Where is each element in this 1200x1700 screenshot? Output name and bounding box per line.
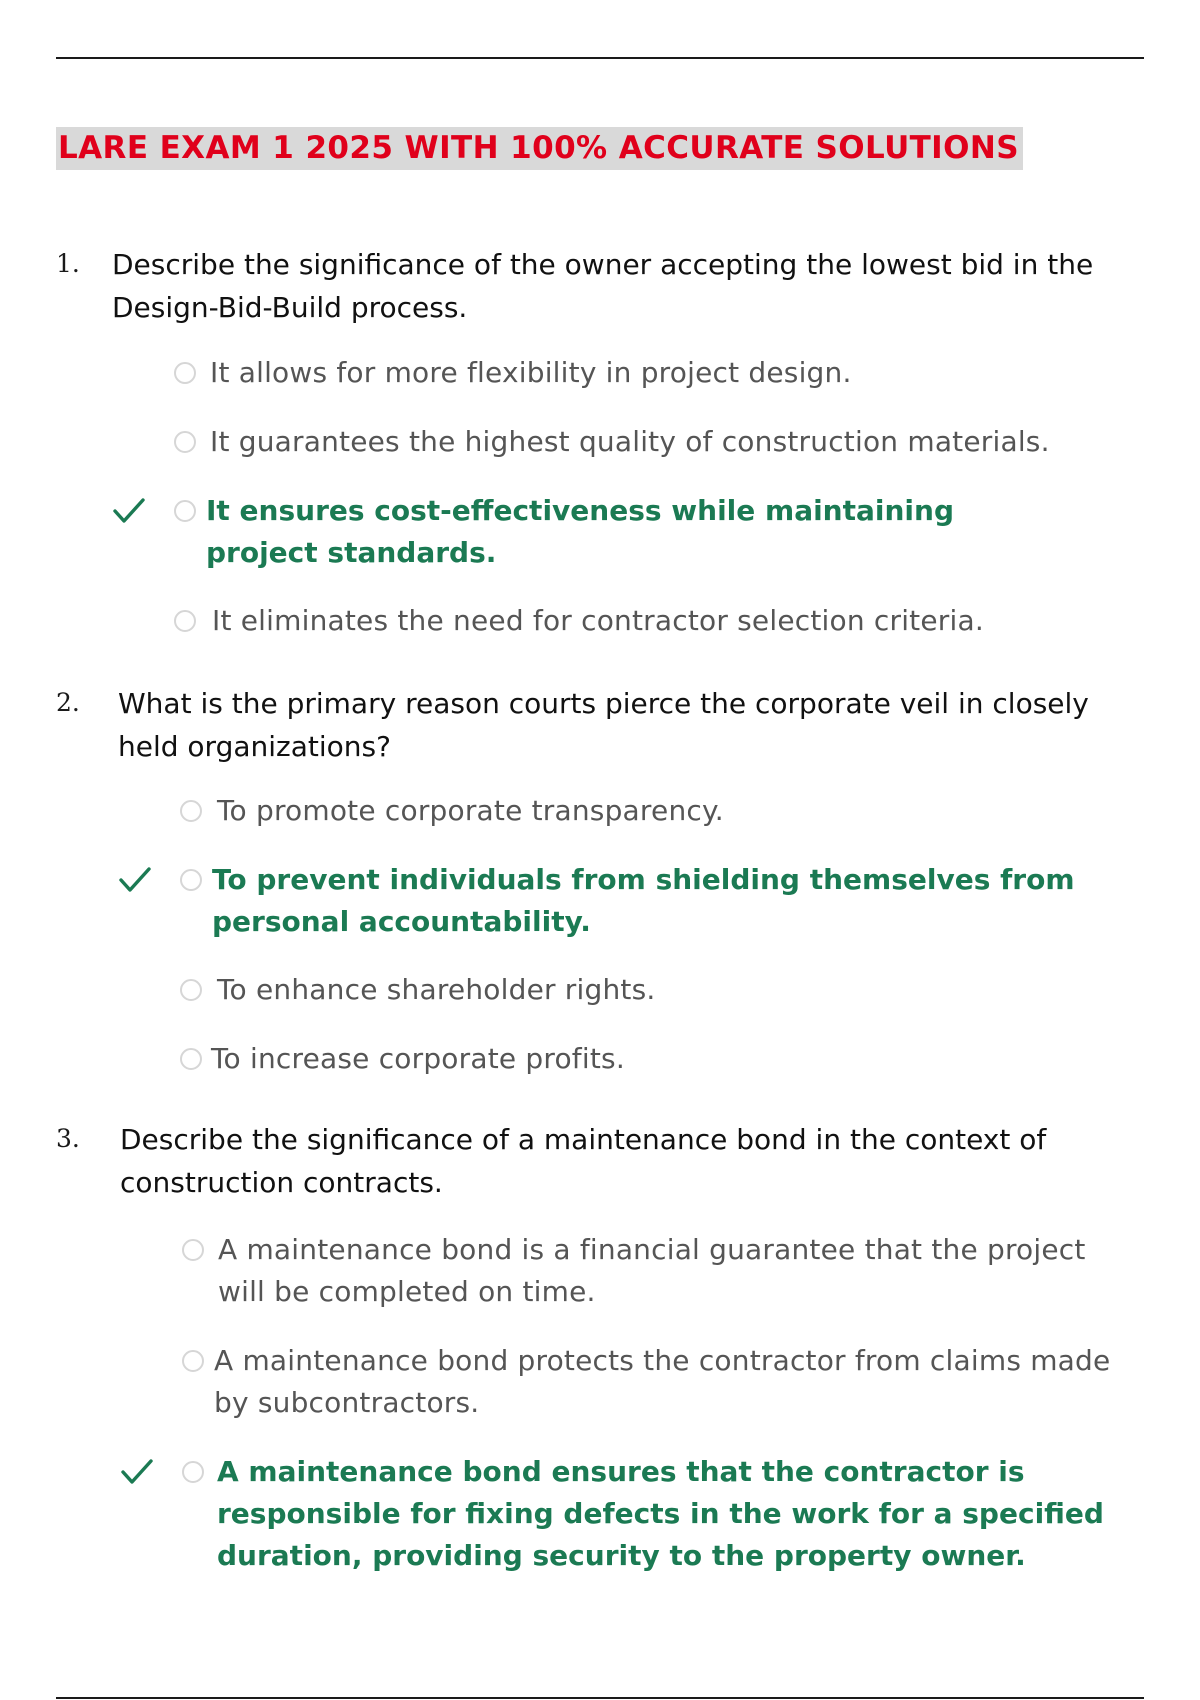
option-text: To increase corporate profits. <box>211 1042 625 1075</box>
option-text: It ensures cost-effectiveness while maintaining project standards. <box>206 494 955 569</box>
question-text: Describe the significance of the owner accepting the lowest bid in the Design-Bid-Build process. <box>112 248 1094 324</box>
radio-circle-icon[interactable] <box>180 800 202 822</box>
option-text: To prevent individuals from shielding themselves from personal accountability. <box>212 863 1075 938</box>
radio-circle-icon[interactable] <box>180 1048 202 1070</box>
page-title: LARE EXAM 1 2025 WITH 100% ACCURATE SOLUTIONS <box>56 127 1023 170</box>
option-text: It allows for more flexibility in project design. <box>210 356 852 389</box>
question-number: 2. <box>56 688 80 717</box>
question-text: Describe the significance of a maintenance bond in the context of construction contracts. <box>120 1123 1047 1199</box>
radio-circle-icon[interactable] <box>182 1350 204 1372</box>
radio-circle-icon[interactable] <box>174 431 196 453</box>
checkmark-icon <box>120 1455 154 1489</box>
radio-circle-icon[interactable] <box>180 979 202 1001</box>
question-number: 1. <box>56 249 80 278</box>
option-text: It guarantees the highest quality of construction materials. <box>210 425 1050 458</box>
option-text: To enhance shareholder rights. <box>217 973 656 1006</box>
question-number: 3. <box>56 1124 80 1153</box>
radio-circle-icon[interactable] <box>180 869 202 891</box>
radio-circle-icon[interactable] <box>182 1461 204 1483</box>
radio-circle-icon[interactable] <box>174 362 196 384</box>
option-text: To promote corporate transparency. <box>217 794 724 827</box>
checkmark-icon <box>112 494 146 528</box>
top-rule <box>56 57 1144 59</box>
option-text: A maintenance bond protects the contractor from claims made by subcontractors. <box>214 1344 1111 1419</box>
checkmark-icon <box>118 863 152 897</box>
option-text: A maintenance bond ensures that the contractor is responsible for fixing defects in the work for a specified duration, providing security to the property owner. <box>217 1455 1104 1572</box>
option-text: It eliminates the need for contractor selection criteria. <box>212 604 984 637</box>
radio-circle-icon[interactable] <box>174 610 196 632</box>
radio-circle-icon[interactable] <box>174 500 196 522</box>
question-text: What is the primary reason courts pierce the corporate veil in closely held organizations? <box>118 687 1089 763</box>
radio-circle-icon[interactable] <box>182 1239 204 1261</box>
option-text: A maintenance bond is a financial guarantee that the project will be completed on time. <box>218 1233 1086 1308</box>
bottom-rule <box>56 1697 1144 1699</box>
